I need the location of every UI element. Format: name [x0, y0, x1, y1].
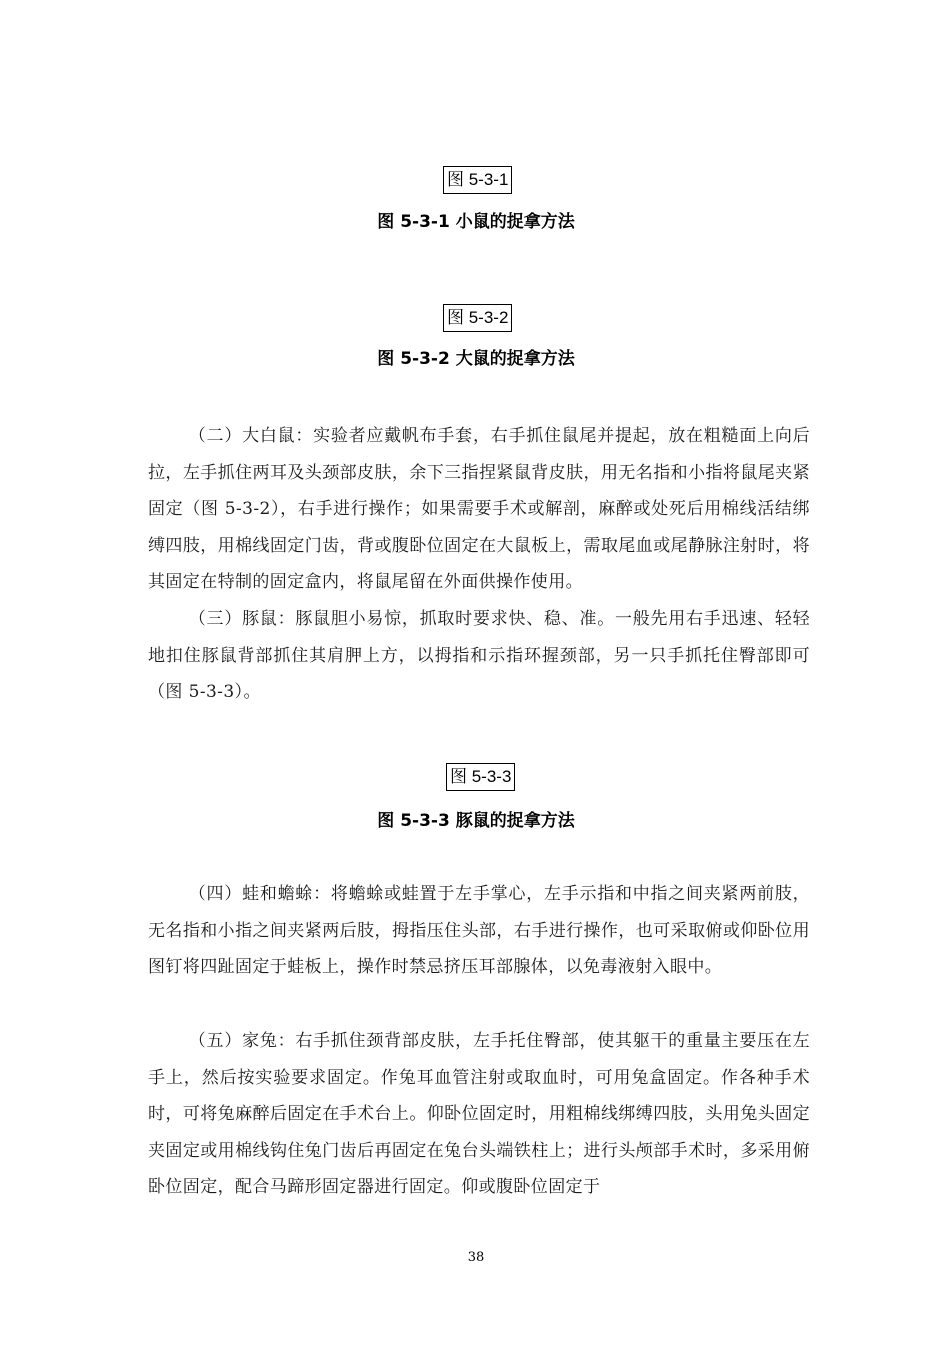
figure-caption-5-3-1: 图 5-3-1 小鼠的捉拿方法: [377, 212, 575, 232]
paragraph-rat: （二）大白鼠：实验者应戴帆布手套，右手抓住鼠尾并提起，放在粗糙面上向后拉，左手抓住两耳及头颈部皮肤，余下三指捏紧鼠背皮肤，用无名指和小指将鼠尾夹紧固定（图 5-3-2），右手进行操作；如果需要手术或解剖，麻醉或处死后用棉线活结绑缚四肢，用棉线固定门齿，背或腹卧位固定在大鼠板上，需取尾血或尾静脉注射时，将其固定在特制的固定盒内，将鼠尾留在外面供操作使用。: [148, 426, 810, 592]
figure-placeholder-5-3-2: 图 5-3-2: [443, 304, 512, 332]
page-number: 38: [467, 1250, 485, 1265]
figure-placeholder-5-3-3: 图 5-3-3: [446, 763, 515, 791]
figure-caption-5-3-2: 图 5-3-2 大鼠的捉拿方法: [377, 349, 575, 369]
figure-placeholder-5-3-1: 图 5-3-1: [443, 166, 512, 194]
figure-caption-5-3-3: 图 5-3-3 豚鼠的捉拿方法: [377, 811, 575, 831]
paragraph-frog: （四）蛙和蟾蜍：将蟾蜍或蛙置于左手掌心，左手示指和中指之间夹紧两前肢，无名指和小指之间夹紧两后肢，拇指压住头部，右手进行操作，也可采取俯或仰卧位用图钉将四趾固定于蛙板上，操作时禁忌挤压耳部腺体，以免毒液射入眼中。: [148, 884, 810, 977]
paragraph-rabbit: （五）家兔：右手抓住颈背部皮肤，左手托住臀部，使其躯干的重量主要压在左手上，然后按实验要求固定。作兔耳血管注射或取血时，可用兔盒固定。作各种手术时，可将兔麻醉后固定在手术台上。仰卧位固定时，用粗棉线绑缚四肢，头用兔头固定夹固定或用棉线钩住兔门齿后再固定在兔台头端铁柱上；进行头颅部手术时，多采用俯卧位固定，配合马蹄形固定器进行固定。仰或腹卧位固定于: [148, 1031, 810, 1197]
paragraph-guinea-pig: （三）豚鼠：豚鼠胆小易惊，抓取时要求快、稳、准。一般先用右手迅速、轻轻地扣住豚鼠背部抓住其肩胛上方，以拇指和示指环握颈部，另一只手抓托住臀部即可（图 5-3-3）。: [148, 609, 810, 702]
